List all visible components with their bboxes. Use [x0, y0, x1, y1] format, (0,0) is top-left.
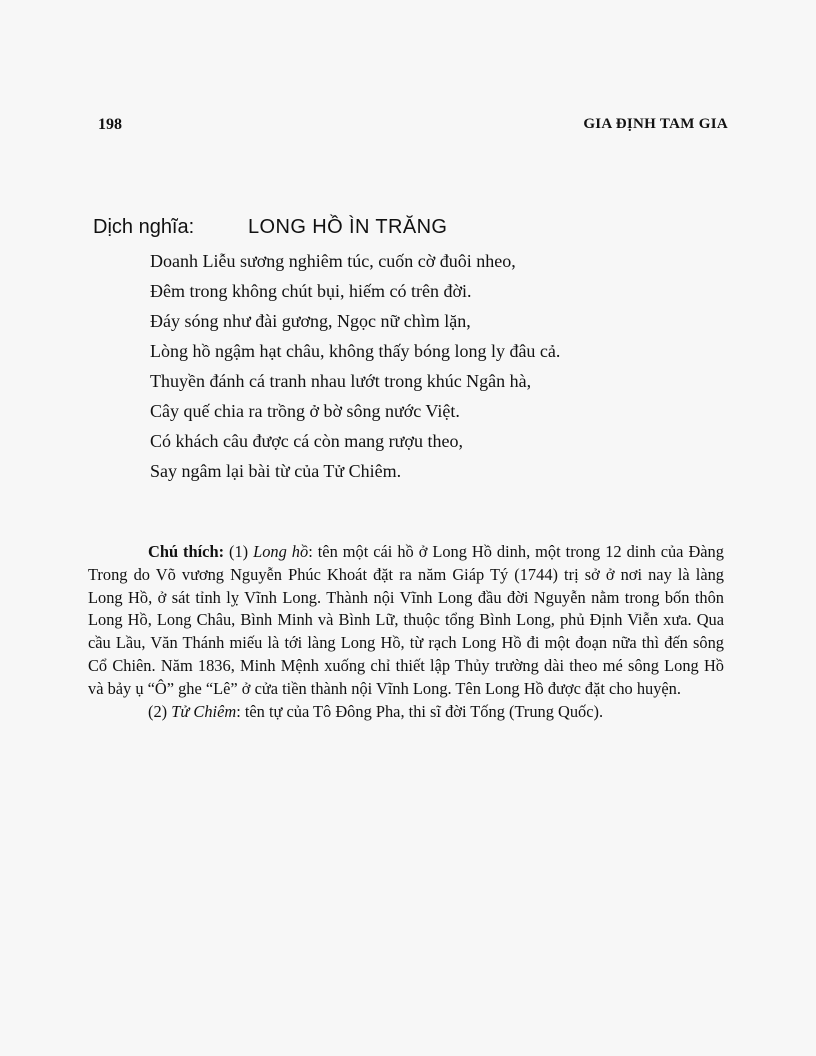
poem-line: Thuyền đánh cá tranh nhau lướt trong khúc Ngân hà, — [150, 371, 532, 391]
poem-translation — [150, 250, 730, 490]
translation-heading — [93, 216, 693, 239]
footnote-term: Long hồ — [253, 542, 309, 561]
poem-line: Có khách câu được cá còn mang rượu theo, — [150, 431, 463, 451]
footnote-text: : tên tự của Tô Đông Pha, thi sĩ đời Tống (Trung Quốc). — [236, 701, 604, 721]
page-header — [98, 116, 728, 138]
poem-title: LONG HỒ ÌN TRĂNG — [248, 216, 448, 238]
poem-line: Đáy sóng như đài gương, Ngọc nữ chìm lặn, — [150, 311, 471, 331]
poem-line: Cây quế chia ra trồng ở bờ sông nước Việt. — [150, 401, 460, 421]
poem-line: Doanh Liễu sương nghiêm túc, cuốn cờ đuôi nheo, — [150, 251, 516, 271]
footnote-term: Tử Chiêm — [171, 701, 237, 721]
translation-label: Dịch nghĩa: — [93, 216, 195, 238]
running-title: GIA ĐỊNH TAM GIA — [583, 116, 728, 132]
footnote-text: : tên một cái hồ ở Long Hồ dinh, một trong 12 dinh của Đàng Trong do Võ vương Nguyễn Phúc Khoát đặt ra năm Giáp Tý (1744) trị sở ở nơi nay là làng Long Hồ, ở sát tỉnh lỵ Vĩnh Long. Thành nội Vĩnh Long đầu đời Nguyễn nằm trong bốn thôn Long Hồ, Long Châu, Bình Minh và Bình Lữ, thuộc tổng Bình Long, phủ Định Viễn xưa. Qua cầu Lầu, Văn Thánh miếu là tới làng Long Hồ, từ rạch Long Hồ đi một đoạn nữa thì đến sông Cổ Chiên. Năm 1836, Minh Mệnh xuống chỉ thiết lập Thủy trường dài theo mé sông Long Hồ và bảy ụ “Ô” ghe “Lê” ở cửa tiền thành nội Vĩnh Long. Tên Long Hồ được đặt cho huyện. — [88, 542, 724, 698]
poem-line: Lòng hồ ngậm hạt châu, không thấy bóng long ly đâu cả. — [150, 341, 561, 361]
footnote-2 — [88, 701, 724, 724]
footnote-number: (2) — [148, 701, 168, 721]
footnote-1 — [88, 541, 724, 701]
notes-label: Chú thích: — [148, 542, 225, 561]
page-number: 198 — [98, 116, 122, 133]
poem-line: Say ngâm lại bài từ của Tử Chiêm. — [150, 461, 402, 481]
poem-line: Đêm trong không chút bụi, hiếm có trên đời. — [150, 281, 472, 301]
footnote-number: (1) — [229, 542, 249, 561]
footnotes — [88, 541, 724, 723]
